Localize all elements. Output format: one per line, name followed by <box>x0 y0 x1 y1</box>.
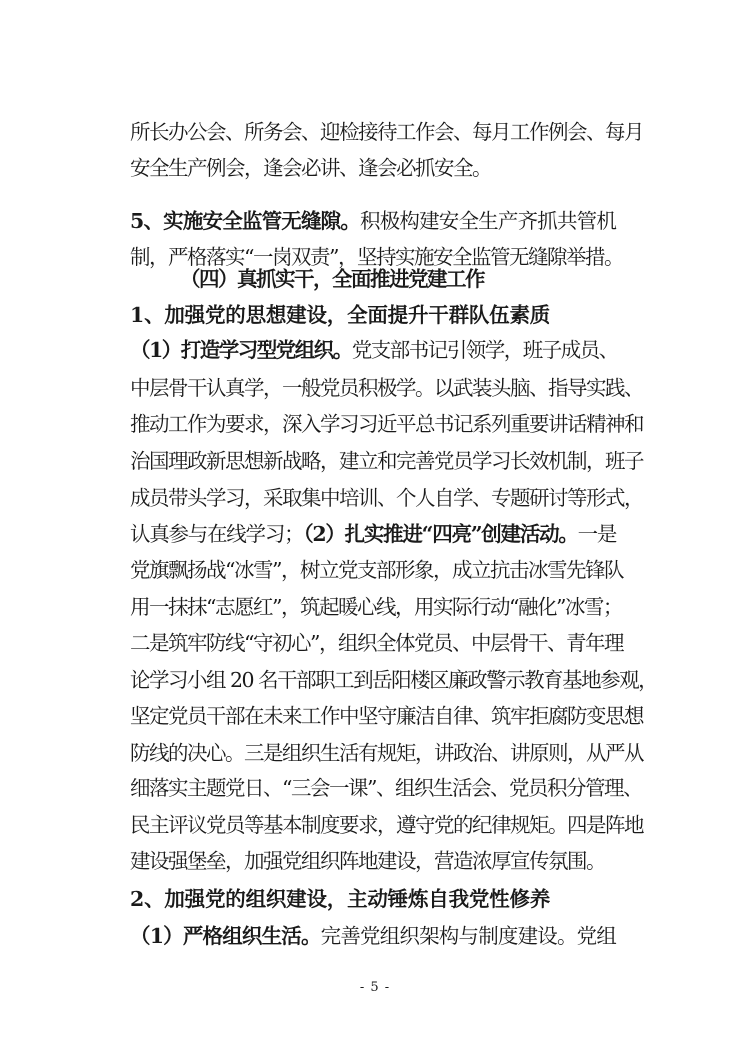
text-line <box>130 114 643 150</box>
bold-heading-text: 2、加强党的组织建设，主动锤炼自我党性修养 <box>130 887 551 911</box>
text-line <box>130 843 605 879</box>
body-text-segment: 用一抹抹“志愿红”，筑起暖心线，用实际行动“融化”冰雪； <box>130 595 622 619</box>
text-line <box>180 261 484 297</box>
body-text-segment: 二是筑牢防线“守初心”，组织全体党员、中层骨干、青年理 <box>130 631 623 655</box>
text-line <box>130 297 550 333</box>
text-line <box>130 552 623 588</box>
body-text-segment: 一是 <box>577 522 617 546</box>
body-text-segment: 治国理政新思想新战略，建立和完善党员学习长效机制，班子 <box>130 449 643 473</box>
text-line <box>130 516 616 552</box>
text-line <box>130 770 642 806</box>
text-line <box>130 735 643 771</box>
body-text-segment: 细落实主题党日、“三会一课”、组织生活会、党员积分管理、 <box>130 776 642 800</box>
bold-heading-text: 1、加强党的思想建设，全面提升干群队伍素质 <box>130 303 551 327</box>
page-number: - 5 - <box>359 980 391 995</box>
text-line <box>130 203 616 239</box>
text-line <box>130 881 550 917</box>
body-text-segment: 积极构建安全生产齐抓共管机 <box>360 209 617 233</box>
body-text-segment: 制，严格落实“一岗双责”，坚持实施安全监管无缝隙举措。 <box>130 245 623 269</box>
body-text-segment: 中层骨干认真学，一般党员积极学。以武装头脑、指导实践、 <box>130 376 643 400</box>
text-line <box>130 480 643 516</box>
body-text-segment: 论学习小组 20 名干部职工到岳阳楼区廉政警示教育基地参观， <box>130 668 658 692</box>
text-line <box>130 698 643 734</box>
text-line <box>130 150 491 186</box>
text-line <box>130 662 657 698</box>
body-text-segment: 完善党组织架构与制度建设。党组 <box>320 924 617 948</box>
body-text-segment: 所长办公会、所务会、迎检接待工作会、每月工作例会、每月 <box>130 120 643 144</box>
body-text-segment: 推动工作为要求，深入学习习近平总书记系列重要讲话精神和 <box>130 412 643 436</box>
body-text-segment: 防线的决心。三是组织生活有规矩，讲政治、讲原则，从严从 <box>130 741 643 765</box>
text-line <box>130 370 643 406</box>
text-line <box>130 807 643 843</box>
body-text-segment: 民主评议党员等基本制度要求，遵守党的纪律规矩。四是阵地 <box>130 813 643 837</box>
body-text-segment: 认真参与在线学习； <box>130 522 304 546</box>
body-text-segment: 建设强堡垒，加强党组织阵地建设，营造浓厚宣传氛围。 <box>130 849 605 873</box>
body-text-segment: 党支部书记引领学，班子成员、 <box>351 338 618 362</box>
text-line <box>130 332 618 368</box>
body-text-segment: 安全生产例会，逢会必讲、逢会必抓安全。 <box>130 156 491 180</box>
text-line <box>130 918 616 954</box>
text-line <box>130 443 643 479</box>
bold-heading-text: （2）扎实推进“四亮”创建活动。 <box>303 522 578 546</box>
bold-heading-text: （1）严格组织生活。 <box>130 924 321 948</box>
bold-heading-text: 5、实施安全监管无缝隙。 <box>130 209 361 233</box>
bold-heading-text: （四）真抓实干，全面推进党建工作 <box>180 267 484 291</box>
body-text-segment: 党旗飘扬战“冰雪”，树立党支部形象，成立抗击冰雪先锋队 <box>130 558 623 582</box>
text-line <box>130 589 622 625</box>
bold-heading-text: （1）打造学习型党组织。 <box>130 338 352 362</box>
text-line <box>130 625 623 661</box>
body-text-segment: 成员带头学习，采取集中培训、个人自学、专题研讨等形式， <box>130 486 643 510</box>
text-line <box>130 406 643 442</box>
body-text-segment: 坚定党员干部在未来工作中坚守廉洁自律、筑牢拒腐防变思想 <box>130 704 643 728</box>
